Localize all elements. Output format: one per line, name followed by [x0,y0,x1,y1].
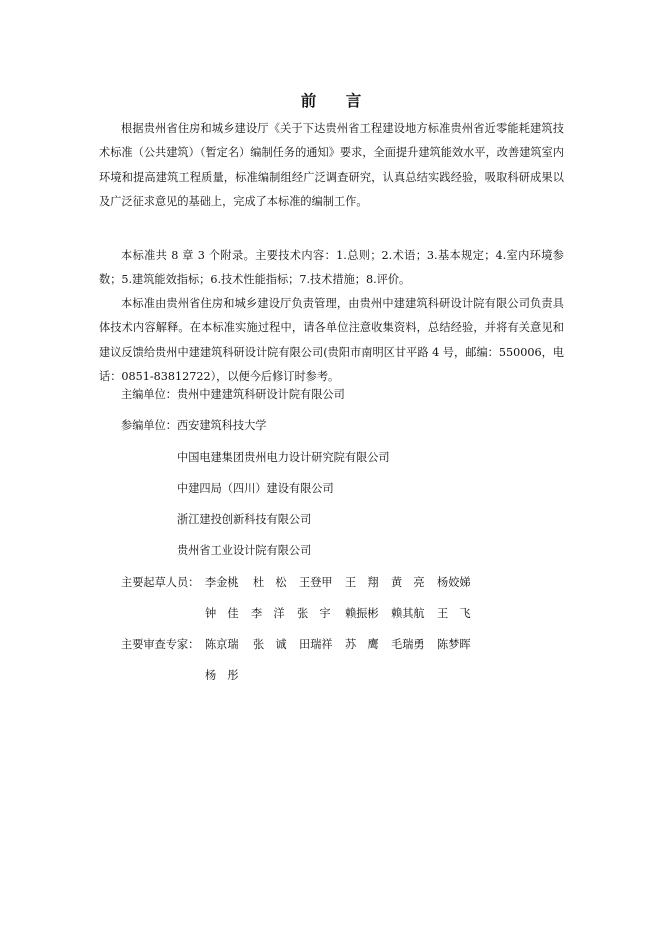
participating-unit: 西安建筑科技大学 [176,419,267,432]
drafters-label: 主要起草人员： [121,576,200,589]
participating-unit: 中建四局（四川）建设有限公司 [177,482,334,495]
reviewer-name: 田瑞祥 [299,638,333,651]
drafter-name: 赖其航 [391,607,425,620]
intro-paragraph-2: 本标准共 8 章 3 个附录。主要技术内容：1.总则；2.术语；3.基本规定；4.室内环境参数；5.建筑能效指标；6.技术性能指标；7.技术措施；8.评价。 [99,249,564,287]
participating-unit: 浙江建投创新科技有限公司 [177,513,312,526]
drafter-name: 杨姣娣 [437,576,471,589]
drafter-name: 李 洋 [251,607,285,620]
participating-units-label: 参编单位： [121,419,177,432]
drafter-name: 杜 松 [253,576,287,589]
drafter-name: 张 宇 [297,607,331,620]
drafter-name: 王登甲 [299,576,333,589]
reviewer-name: 苏 鹰 [345,638,379,651]
participating-unit: 贵州省工业设计院有限公司 [177,544,312,557]
drafter-name: 王 飞 [437,607,471,620]
reviewer-name: 张 诚 [253,638,287,651]
participating-unit: 中国电建集团贵州电力设计研究院有限公司 [177,451,390,464]
chief-unit-row [121,387,345,403]
intro-paragraph-3: 本标准由贵州省住房和城乡建设厅负责管理，由贵州中建建筑科研设计院有限公司负责具体技术内容解释。在本标准实施过程中，请各单位注意收集资料，总结经验，并将有关意见和建议反馈给贵州中建建筑科研设计院有限公司(贵阳市南明区甘平路 4 号，邮编：550006，电话：0851-83812722），以便今后修订时参考。 [99,297,564,383]
reviewers-label: 主要审查专家： [121,638,200,651]
reviewer-name: 杨 彤 [205,669,239,682]
drafter-name: 李金桃 [205,576,239,589]
drafter-name: 王 翔 [345,576,379,589]
reviewer-name: 毛瑞勇 [391,638,425,651]
intro-paragraph-1: 根据贵州省住房和城乡建设厅《关于下达贵州省工程建设地方标准贵州省近零能耗建筑技术标准（公共建筑）（暂定名）编制任务的通知》要求，全面提升建筑能效水平，改善建筑室内环境和提高建筑工程质量，标准编制组经广泛调查研究，认真总结实践经验，吸取科研成果以及广泛征求意见的基础上，完成了本标准的编制工作。 [99,122,564,208]
chief-unit-value: 贵州中建建筑科研设计院有限公司 [176,388,345,401]
page-title: 前 言 [300,91,374,110]
reviewer-name: 陈京瑞 [205,638,239,651]
drafter-name: 赖振彬 [345,607,379,620]
drafter-name: 钟 佳 [205,607,239,620]
reviewer-name: 陈梦晖 [437,638,471,651]
drafter-name: 黄 亮 [391,576,425,589]
chief-unit-label: 主编单位： [121,388,177,401]
participating-units-row [121,418,266,434]
